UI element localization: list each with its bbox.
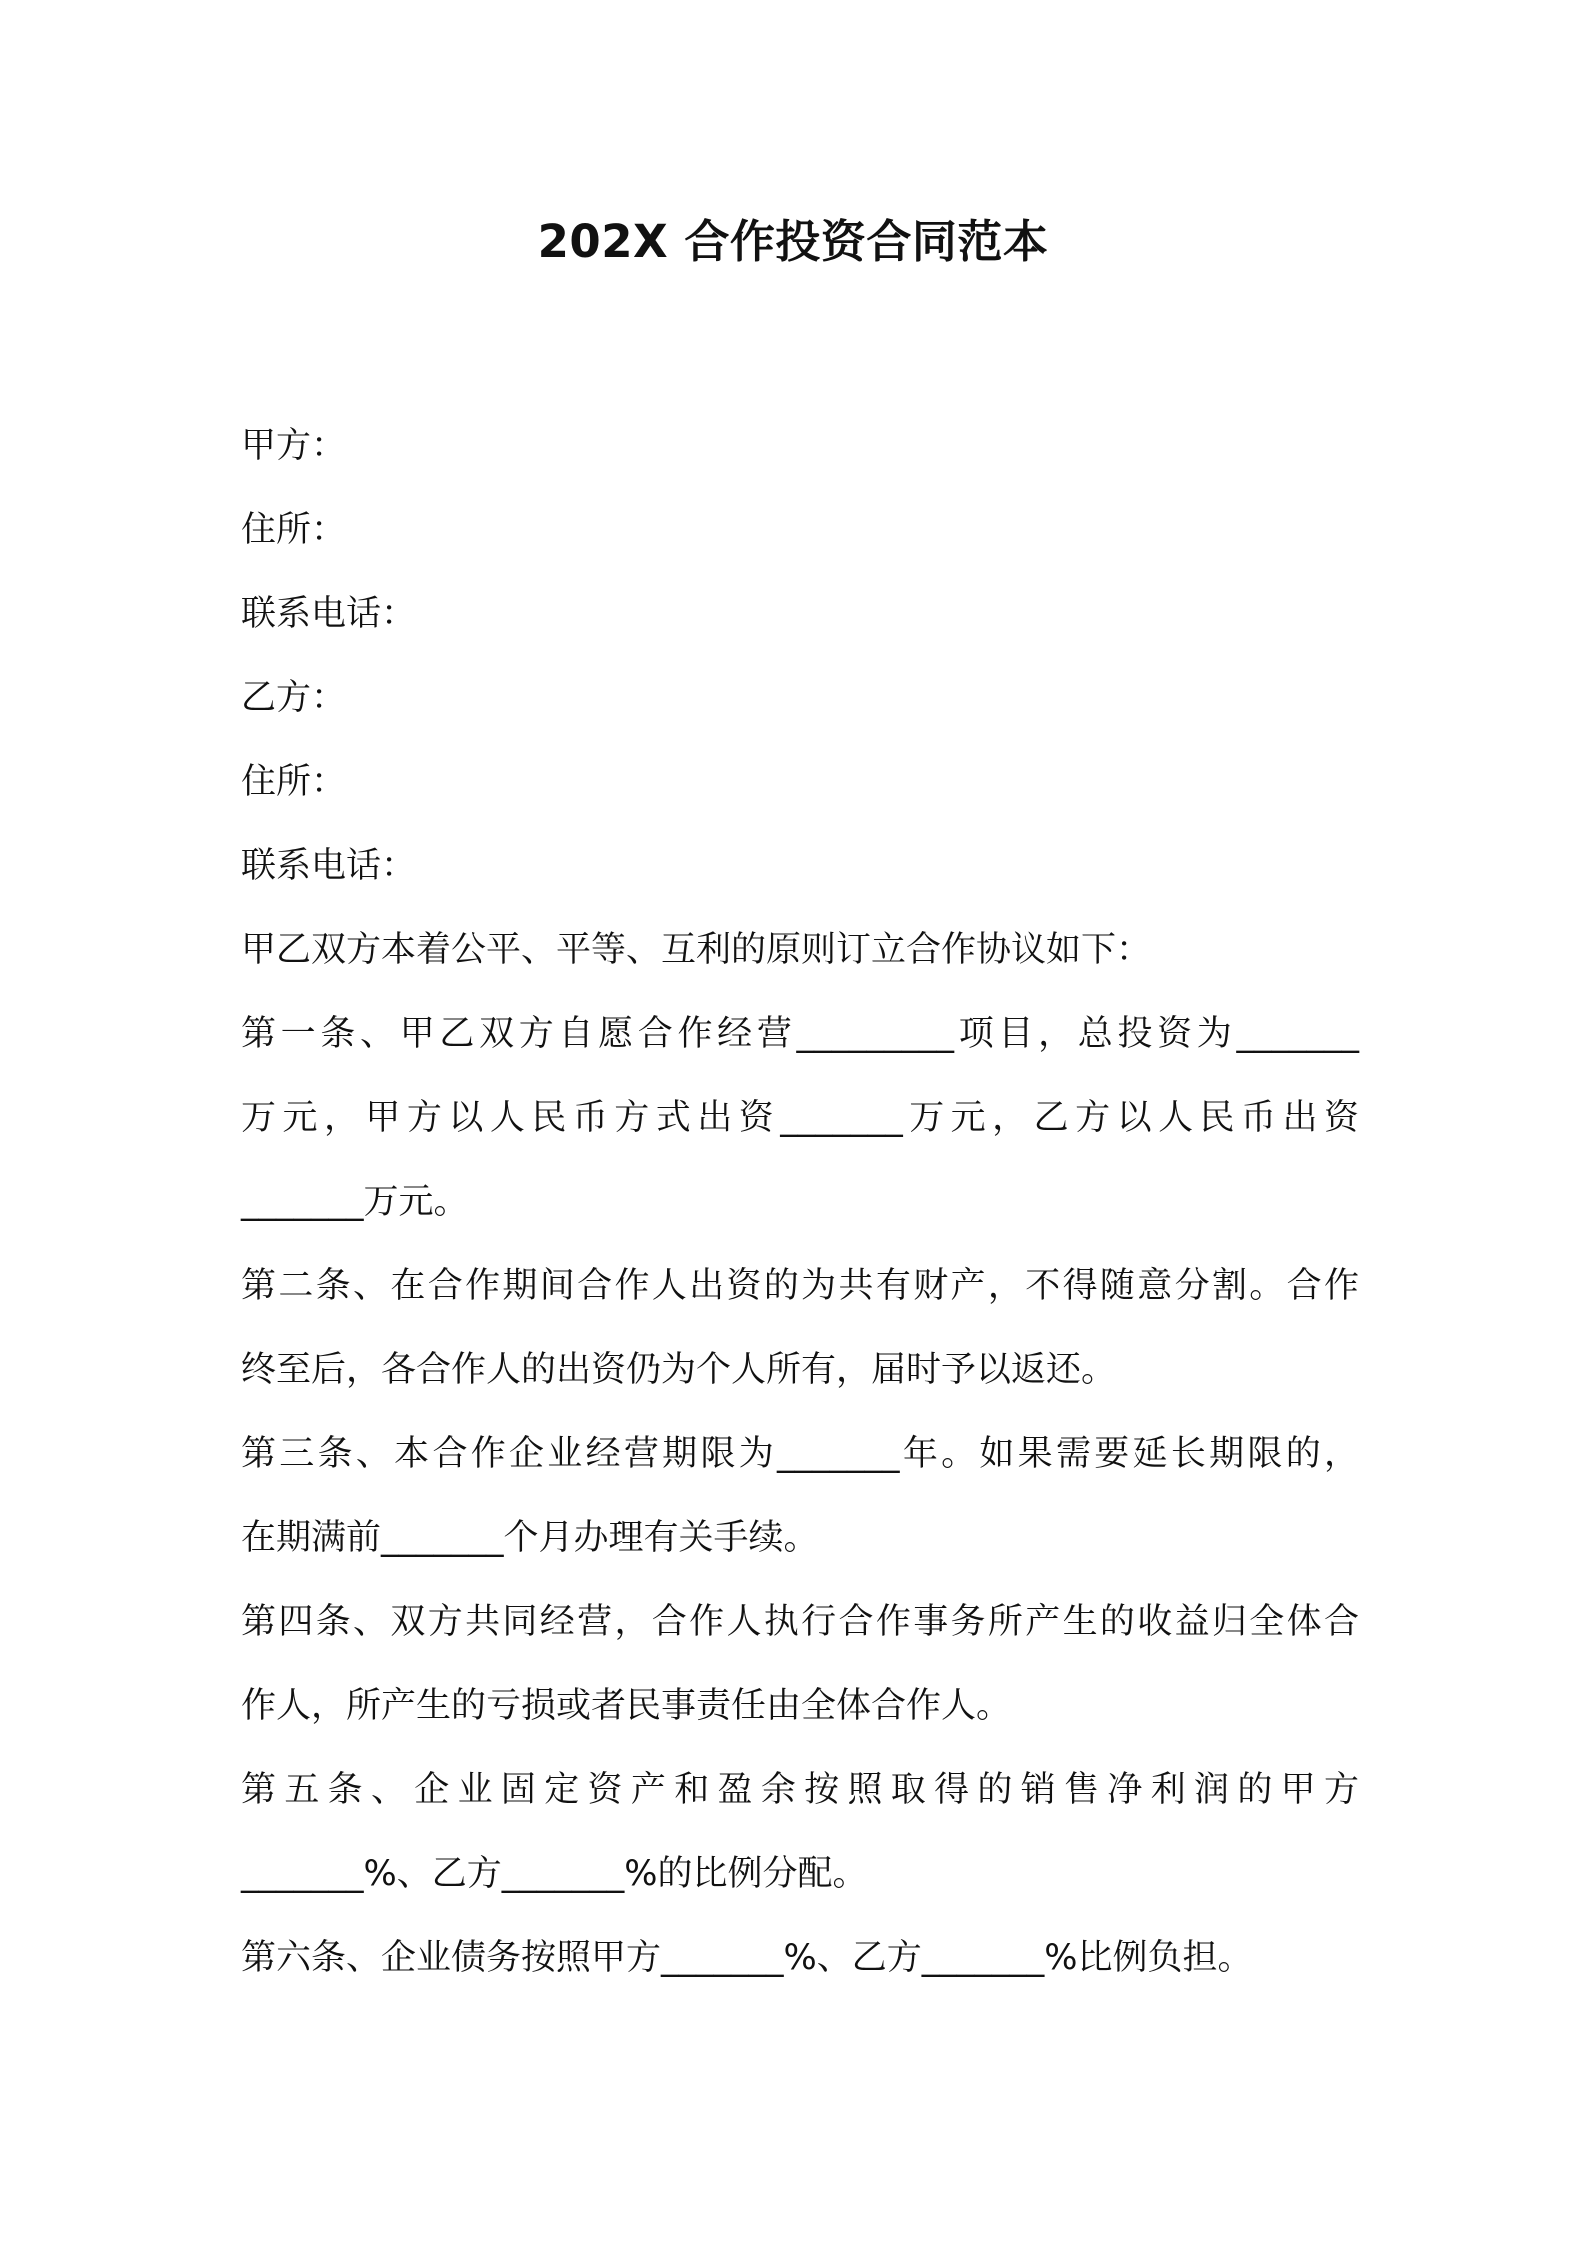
party-b-name-label: 乙方： [241, 678, 347, 718]
article-4-line-1: 第四条、双方共同经营，合作人执行合作事务所产生的收益归全体合 [241, 1602, 1359, 1642]
document-title: 202X 合作投资合同范本 [537, 215, 1049, 268]
party-a-name-label: 甲方： [241, 426, 347, 466]
article-4-line-2: 作人，所产生的亏损或者民事责任由全体合作人。 [241, 1686, 1012, 1726]
preamble: 甲乙双方本着公平、平等、互利的原则订立合作协议如下： [241, 930, 1152, 970]
article-3-line-2: 在期满前_______个月办理有关手续。 [241, 1518, 819, 1558]
article-2-line-1: 第二条、在合作期间合作人出资的为共有财产，不得随意分割。合作 [241, 1266, 1359, 1306]
article-3-line-1: 第三条、本合作企业经营期限为_______年。如果需要延长期限的， [241, 1434, 1359, 1474]
party-a-address-label: 住所： [241, 510, 347, 550]
party-a-phone-label: 联系电话： [241, 594, 417, 634]
article-5-line-2: _______%、乙方_______%的比例分配。 [241, 1854, 868, 1894]
article-6-line-1: 第六条、企业债务按照甲方_______%、乙方_______%比例负担。 [241, 1938, 1253, 1978]
article-5-line-1: 第五条、企业固定资产和盈余按照取得的销售净利润的甲方 [241, 1770, 1359, 1810]
document-body [241, 404, 1359, 2000]
article-1-line-1: 第一条、甲乙双方自愿合作经营_________项目，总投资为_______ [241, 1014, 1359, 1054]
party-b-phone-label: 联系电话： [241, 846, 417, 886]
article-2-line-2: 终至后，各合作人的出资仍为个人所有，届时予以返还。 [241, 1350, 1117, 1390]
article-1-line-2: 万元，甲方以人民币方式出资_______万元，乙方以人民币出资 [241, 1098, 1359, 1138]
party-b-address-label: 住所： [241, 762, 347, 802]
article-1-line-3: _______万元。 [241, 1182, 469, 1222]
